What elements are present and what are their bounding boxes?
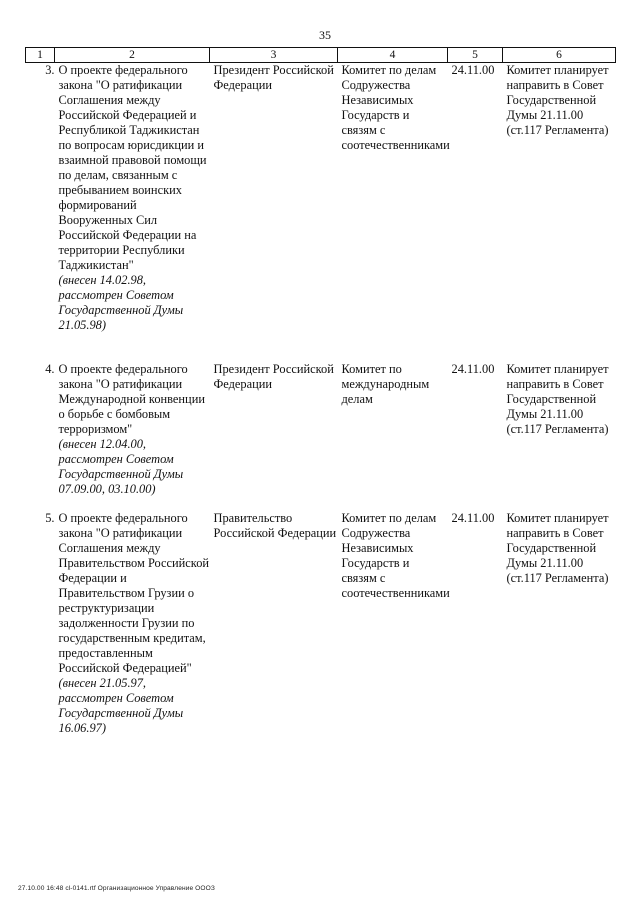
date: 24.11.00: [451, 510, 495, 525]
decision: Комитет планирует направить в Совет Государственной Думы 21.11.00 (ст.117 Регламента): [506, 63, 609, 137]
row-number: 4.: [45, 361, 55, 376]
bills-table: [25, 47, 616, 736]
column-header-6: 6: [503, 48, 616, 63]
committee: Комитет по делам Содружества Независимых Государств и связям с соотечественниками: [341, 510, 450, 600]
bill-title-cell: [55, 362, 210, 511]
bill-title-cell: [55, 63, 210, 362]
page-footer: 27.10.00 16:48 cl-0141.rtf Организационное Управление ОООЗ: [18, 885, 215, 892]
initiator: Правительство Российской Федерации: [213, 510, 337, 540]
initiator: Президент Российской Федерации: [213, 361, 334, 391]
bill-title-cell: [55, 511, 210, 736]
column-header-4: 4: [338, 48, 448, 63]
decision: Комитет планирует направить в Совет Государственной Думы 21.11.00 (ст.117 Регламента): [506, 510, 609, 585]
bill-title: О проекте федерального закона "О ратификации Соглашения между Российской Федерацией и Республикой Таджикистан по вопросам юрисдикции и взаимной правовой помощи по делам, связанным с пребыванием воинских формирований Вооруженных Сил Российской Федерации на территории Республики Таджикистан": [58, 63, 207, 272]
header-row: [26, 48, 616, 63]
bill-note: (внесен 14.02.98, рассмотрен Советом Государственной Думы 21.05.98): [58, 273, 184, 332]
column-header-5: 5: [448, 48, 503, 63]
row-number: 5.: [45, 510, 55, 525]
committee: Комитет по международным делам: [341, 361, 430, 406]
initiator: Президент Российской Федерации: [213, 63, 334, 92]
bill-note: (внесен 12.04.00, рассмотрен Советом Государственной Думы 07.09.00, 03.10.00): [58, 436, 184, 496]
bill-title: О проекте федерального закона "О ратификации Соглашения между Правительством Российской Федерации и Правительством Грузии о реструктуризации задолженности Грузии по государственным кредитам, предоставленным Российской Федерацией": [58, 510, 210, 675]
table-row: [26, 511, 616, 736]
bill-title: О проекте федерального закона "О ратификации Международной конвенции о борьбе с бомбовым терроризмом": [58, 361, 205, 436]
committee: Комитет по делам Содружества Независимых Государств и связям с соотечественниками: [341, 63, 450, 152]
date: 24.11.00: [451, 63, 495, 77]
date: 24.11.00: [451, 361, 495, 376]
page-number: 35: [319, 28, 331, 42]
decision: Комитет планирует направить в Совет Государственной Думы 21.11.00 (ст.117 Регламента): [506, 361, 609, 436]
row-number: 3.: [45, 63, 55, 77]
column-header-1: 1: [26, 48, 55, 63]
column-header-2: 2: [55, 48, 210, 63]
bill-note: (внесен 21.05.97, рассмотрен Советом Государственной Думы 16.06.97): [58, 675, 184, 735]
column-header-3: 3: [210, 48, 338, 63]
table-row: [26, 362, 616, 511]
table-row: [26, 63, 616, 362]
